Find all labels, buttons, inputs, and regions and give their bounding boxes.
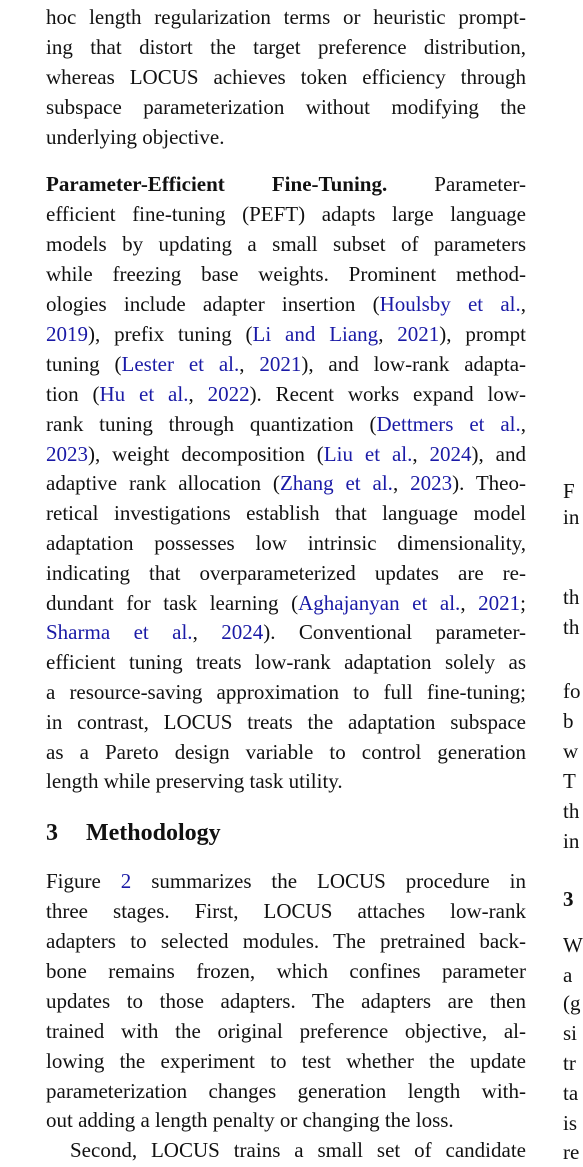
- method-line-6: trained with the original preference objective, al-: [46, 1019, 526, 1043]
- peft-text: Parameter-: [434, 172, 526, 196]
- peft-line-3: models by updating a small subset of parameters: [46, 232, 526, 256]
- text: ,: [460, 591, 479, 615]
- text: tuning (: [46, 352, 122, 376]
- citation-link[interactable]: Liu et al.: [323, 442, 413, 466]
- peft-line-12: retical investigations establish that language model: [46, 501, 526, 525]
- text: ,: [188, 382, 208, 406]
- right-col-fragment: a: [563, 963, 573, 987]
- peft-line-11: [46, 468, 526, 498]
- prev-para-line-3: whereas LOCUS achieves token efficiency through: [46, 65, 526, 89]
- right-col-fragment: si: [563, 1021, 578, 1045]
- text: ologies include adapter insertion (: [46, 292, 380, 316]
- citation-link[interactable]: Aghajanyan et al.: [298, 591, 461, 615]
- section-heading: [46, 818, 221, 848]
- right-col-fragment: is: [563, 1111, 578, 1135]
- right-col-fragment: b: [563, 709, 574, 733]
- right-col-fragment: 3: [563, 887, 574, 911]
- peft-line-14: indicating that overparameterized updates are re-: [46, 561, 526, 585]
- text: rank tuning through quantization (: [46, 412, 377, 436]
- right-col-fragment: in: [563, 505, 580, 529]
- right-col-fragment: F: [563, 479, 575, 503]
- peft-line-6: [46, 319, 526, 349]
- figure-ref-link[interactable]: 2: [120, 869, 132, 893]
- text: ;: [520, 591, 526, 615]
- right-col-fragment: T: [563, 769, 576, 793]
- peft-line-17: efficient tuning treats low-rank adaptation solely as: [46, 650, 526, 674]
- right-col-fragment: w: [563, 739, 579, 763]
- method-line-10: Second, LOCUS trains a small set of candidate: [70, 1138, 526, 1162]
- text: Figure: [46, 869, 121, 893]
- text: ). Conventional parameter-: [263, 620, 527, 644]
- text: dundant for task learning (: [46, 591, 299, 615]
- citation-link[interactable]: Houlsby et al.: [379, 292, 521, 316]
- citation-link[interactable]: Hu et al.: [99, 382, 189, 406]
- text: ), prefix tuning (: [88, 322, 253, 346]
- right-col-fragment: re: [563, 1140, 580, 1164]
- text: ,: [378, 322, 398, 346]
- citation-link[interactable]: Lester et al.: [121, 352, 240, 376]
- peft-line-13: adaptation possesses low intrinsic dimensionality,: [46, 531, 526, 555]
- method-line-2: three stages. First, LOCUS attaches low-rank: [46, 899, 526, 923]
- peft-line-9: [46, 409, 526, 439]
- peft-line-4: while freezing base weights. Prominent method-: [46, 262, 526, 286]
- right-col-fragment: th: [563, 585, 580, 609]
- method-line-5: updates to those adapters. The adapters are then: [46, 989, 526, 1013]
- citation-year-link[interactable]: 2021: [397, 322, 440, 346]
- method-line-1: [46, 866, 526, 896]
- citation-year-link[interactable]: 2019: [46, 322, 88, 346]
- peft-line-16: [46, 617, 526, 647]
- section-title: Methodology: [86, 820, 221, 846]
- text: ), prompt: [439, 322, 527, 346]
- peft-line-5: [46, 289, 526, 319]
- prev-para-line-1: hoc length regularization terms or heuristic prompt-: [46, 5, 526, 29]
- peft-line-19: in contrast, LOCUS treats the adaptation subspace: [46, 710, 526, 734]
- peft-line-8: [46, 379, 526, 409]
- citation-year-link[interactable]: 2024: [429, 442, 472, 466]
- prev-para-line-4: subspace parameterization without modifying the: [46, 95, 526, 119]
- method-line-3: adapters to selected modules. The pretrained back-: [46, 929, 526, 953]
- text: ,: [392, 471, 411, 495]
- citation-link[interactable]: Dettmers et al.: [376, 412, 521, 436]
- text: ,: [520, 292, 526, 316]
- right-col-fragment: W: [563, 933, 583, 957]
- method-line-7: lowing the experiment to test whether the update: [46, 1049, 526, 1073]
- section-number: 3: [46, 820, 58, 846]
- text: adaptive rank allocation (: [46, 471, 280, 495]
- peft-line-18: a resource-saving approximation to full fine-tuning;: [46, 680, 526, 704]
- citation-year-link[interactable]: 2021: [259, 352, 302, 376]
- right-col-fragment: tr: [563, 1051, 576, 1075]
- peft-heading: Parameter-Efficient Fine-Tuning.: [46, 172, 388, 196]
- text: ), and low-rank adapta-: [301, 352, 527, 376]
- method-line-8: parameterization changes generation length with-: [46, 1079, 526, 1103]
- text: ). Recent works expand low-: [249, 382, 526, 406]
- peft-line-20: as a Pareto design variable to control generation: [46, 740, 526, 764]
- right-col-fragment: ta: [563, 1081, 579, 1105]
- right-col-fragment: (g: [563, 991, 581, 1015]
- text: ), weight decomposition (: [88, 442, 324, 466]
- text: tion (: [46, 382, 100, 406]
- citation-year-link[interactable]: 2021: [478, 591, 521, 615]
- citation-year-link[interactable]: 2022: [207, 382, 250, 406]
- text: ,: [520, 412, 526, 436]
- text: ,: [412, 442, 430, 466]
- peft-line-2: efficient fine-tuning (PEFT) adapts large language: [46, 202, 526, 226]
- peft-line-1: [46, 169, 526, 199]
- method-line-4: bone remains frozen, which confines parameter: [46, 959, 526, 983]
- peft-line-7: [46, 349, 526, 379]
- text: ). Theo-: [452, 471, 526, 495]
- right-col-fragment: th: [563, 799, 580, 823]
- citation-year-link[interactable]: 2024: [221, 620, 264, 644]
- right-col-fragment: th: [563, 615, 580, 639]
- citation-year-link[interactable]: 2023: [410, 471, 453, 495]
- citation-year-link[interactable]: 2023: [46, 442, 88, 466]
- citation-link[interactable]: Zhang et al.: [279, 471, 393, 495]
- peft-line-10: [46, 439, 526, 469]
- peft-line-21: length while preserving task utility.: [46, 769, 343, 793]
- text: ,: [239, 352, 260, 376]
- peft-line-15: [46, 588, 526, 618]
- text: ,: [192, 620, 222, 644]
- prev-para-line-2: ing that distort the target preference distribution,: [46, 35, 526, 59]
- citation-link[interactable]: Sharma et al.: [46, 620, 193, 644]
- right-col-fragment: fo: [563, 679, 581, 703]
- text: summarizes the LOCUS procedure in: [131, 869, 527, 893]
- right-col-fragment: in: [563, 829, 580, 853]
- method-line-9: out adding a length penalty or changing the loss.: [46, 1108, 454, 1132]
- citation-link[interactable]: Li and Liang: [252, 322, 379, 346]
- text: ), and: [471, 442, 527, 466]
- prev-para-line-5: underlying objective.: [46, 125, 225, 149]
